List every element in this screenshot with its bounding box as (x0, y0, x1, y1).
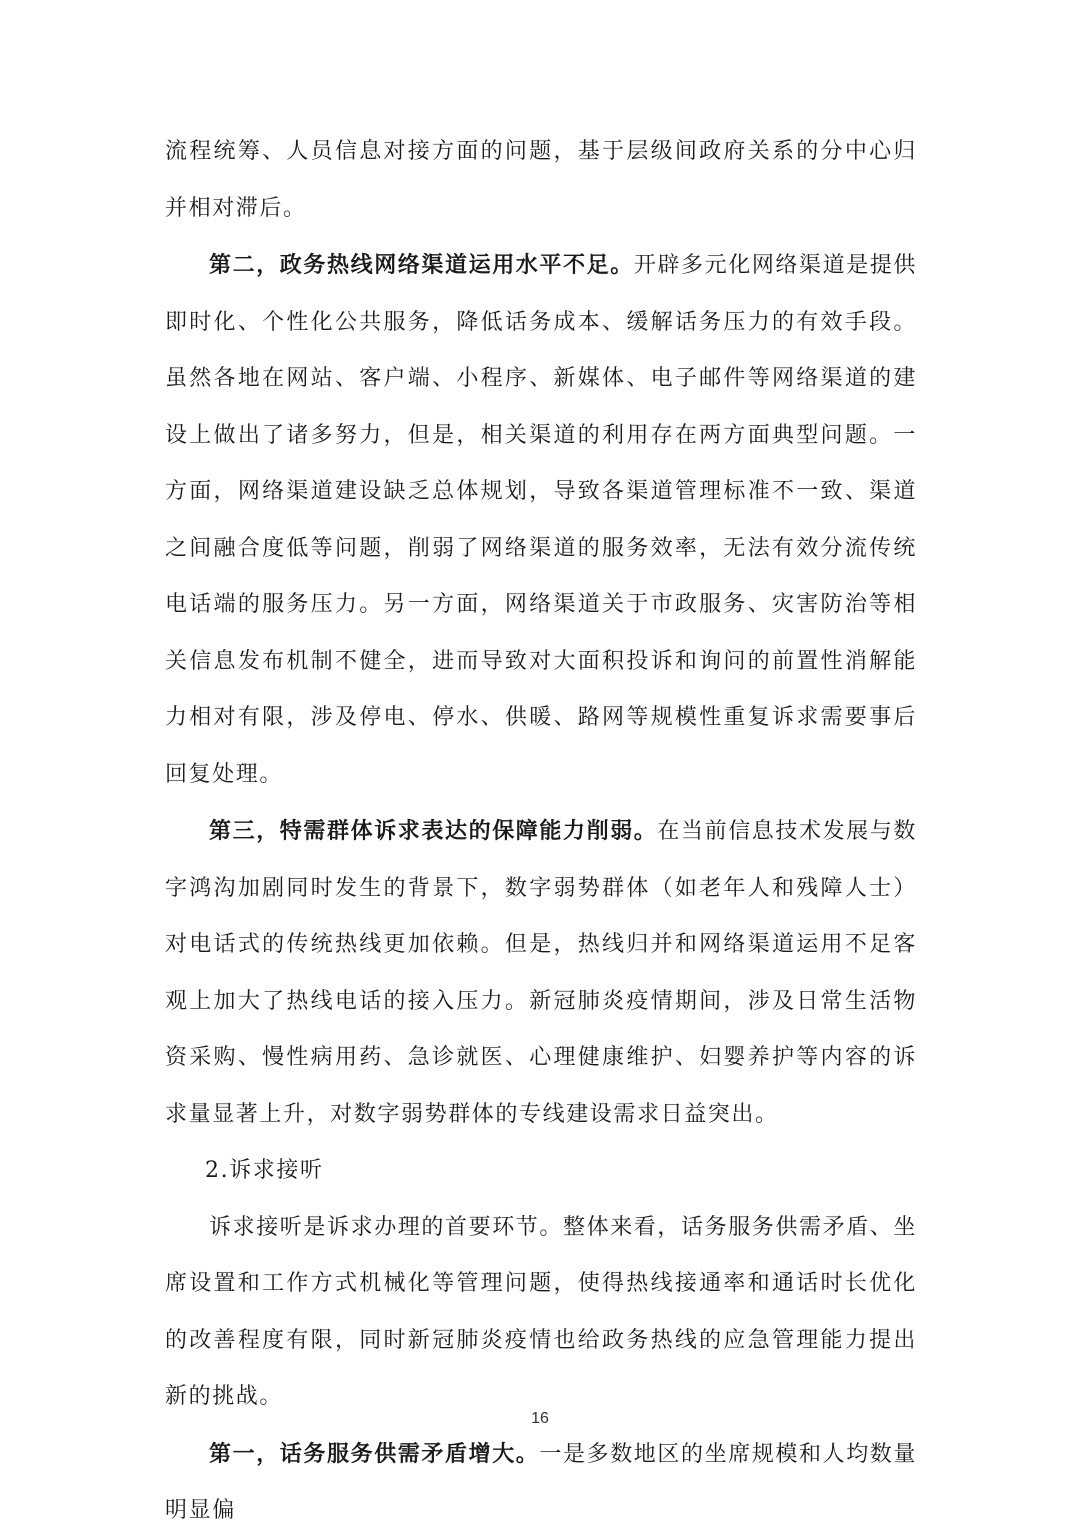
paragraph-network-channels (165, 237, 917, 803)
paragraph-lead-heading: 第一，话务服务供需矛盾增大。 (209, 1440, 540, 1467)
paragraph-text: 一是多数地区的坐席规模和人均数量明显偏 (165, 1441, 918, 1523)
page-number: 16 (531, 1410, 549, 1427)
paragraph-special-groups (165, 803, 917, 1143)
paragraph-text: 开辟多元化网络渠道是提供即时化、个性化公共服务，降低话务成本、缓解话务压力的有效手段。虽然各地在网站、客户端、小程序、新媒体、电子邮件等网络渠道的建设上做出了诸多努力，但是，相关渠道的利用存在两方面典型问题。一方面，网络渠道建设缺乏总体规划，导致各渠道管理标准不一致、渠道之间融合度低等问题，削弱了网络渠道的服务效率，无法有效分流传统电话端的服务压力。另一方面，网络渠道关于市政服务、灾害防治等相关信息发布机制不健全，进而导致对大面积投诉和询问的前置性消解能力相对有限，涉及停电、停水、供暖、路网等规模性重复诉求需要事后回复处理。 (165, 253, 918, 787)
page-body (165, 124, 917, 1540)
paragraph-continuation (165, 124, 917, 237)
paragraph-text: 诉求接听是诉求办理的首要环节。整体来看，话务服务供需矛盾、坐席设置和工作方式机械化等管理问题，使得热线接通率和通话时长优化的改善程度有限，同时新冠肺炎疫情也给政务热线的应急管理能力提出新的挑战。 (165, 1214, 918, 1409)
paragraph-text: 流程统筹、人员信息对接方面的问题，基于层级间政府关系的分中心归并相对滞后。 (165, 139, 917, 221)
paragraph-lead-heading: 第二，政务热线网络渠道运用水平不足。 (209, 252, 634, 278)
paragraph-text: 在当前信息技术发展与数字鸿沟加剧同时发生的背景下，数字弱势群体（如老年人和残障人士）对电话式的传统热线更加依赖。但是，热线归并和网络渠道运用不足客观上加大了热线电话的接入压力。新冠肺炎疫情期间，涉及日常生活物资采购、慢性病用药、急诊就医、心理健康维护、妇婴养护等内容的诉求量显著上升，对数字弱势群体的专线建设需求日益突出。 (165, 819, 918, 1127)
paragraph-call-answering-intro (165, 1200, 917, 1426)
section-subheading: 2.诉求接听 (205, 1158, 324, 1183)
paragraph-lead-heading: 第三，特需群体诉求表达的保障能力削弱。 (209, 818, 658, 844)
paragraph-supply-demand (165, 1426, 917, 1540)
